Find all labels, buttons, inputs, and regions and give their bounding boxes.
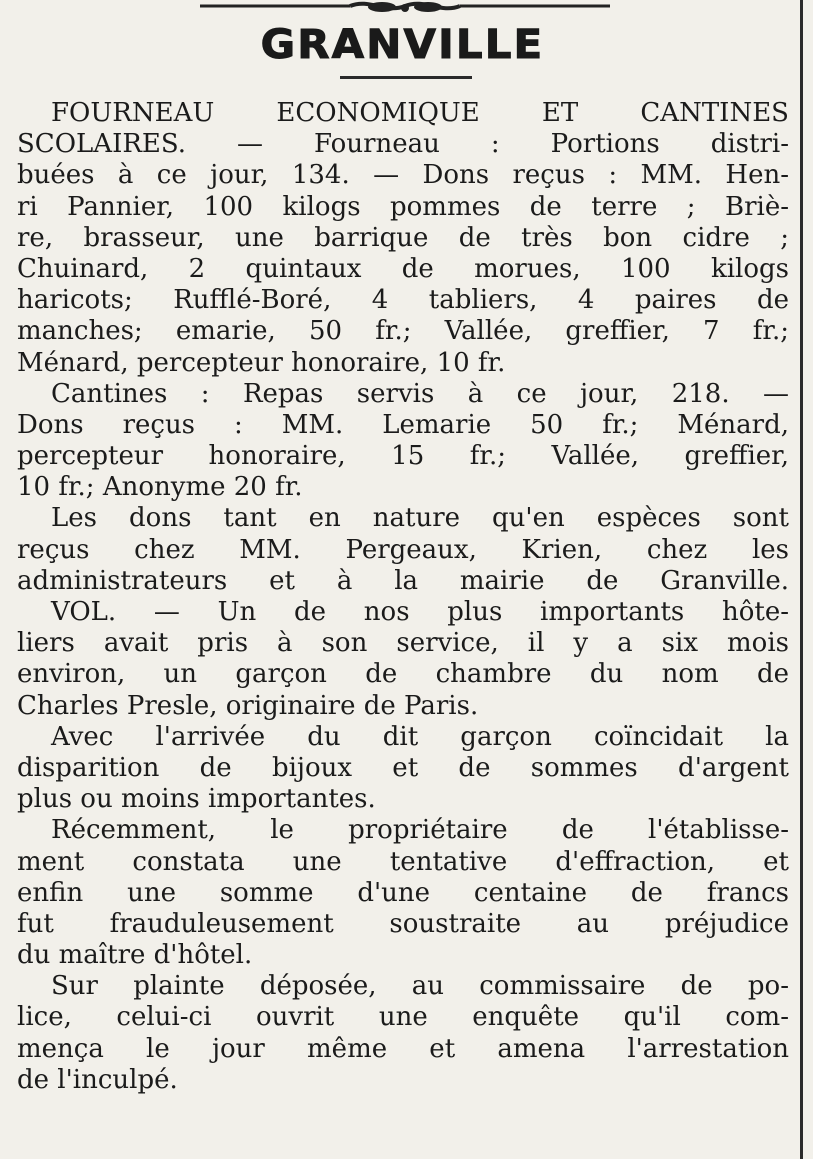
- article-line: Chuinard, 2 quintaux de morues, 100 kilogs: [17, 253, 789, 284]
- article-line: lice, celui-ci ouvrit une enquête qu'il com-: [17, 1002, 789, 1033]
- article-line: Dons reçus : MM. Lemarie 50 fr.; Ménard,: [17, 409, 789, 440]
- article-line: buées à ce jour, 134. — Dons reçus : MM. Hen-: [17, 160, 789, 191]
- article-line: percepteur honoraire, 15 fr.; Vallée, greffier,: [17, 441, 789, 472]
- ornament-flourish-icon: [200, 0, 610, 20]
- article-line: enfin une somme d'une centaine de francs: [17, 877, 789, 908]
- article-line: mença le jour même et amena l'arrestation: [17, 1033, 789, 1064]
- article-line: Ménard, percepteur honoraire, 10 fr.: [17, 347, 506, 378]
- article-line: administrateurs et à la mairie de Granville.: [17, 565, 789, 596]
- article-line: liers avait pris à son service, il y a six mois: [17, 628, 789, 659]
- column-rule: [800, 0, 803, 1159]
- article-line: re, brasseur, une barrique de très bon cidre ;: [17, 222, 789, 253]
- article-line: Avec l'arrivée du dit garçon coïncidait la: [51, 721, 789, 752]
- article-line: VOL. — Un de nos plus importants hôte-: [51, 597, 789, 627]
- article-line: ri Pannier, 100 kilogs pommes de terre ; Briè-: [17, 191, 789, 222]
- article-line: FOURNEAU ECONOMIQUE ET CANTINES: [51, 98, 789, 128]
- article-line: environ, un garçon de chambre du nom de: [17, 659, 789, 690]
- article-line: SCOLAIRES. — Fourneau : Portions distri-: [17, 129, 789, 160]
- article-line: Les dons tant en nature qu'en espèces sont: [51, 503, 789, 534]
- article-line: manches; emarie, 50 fr.; Vallée, greffier, 7 fr.;: [17, 316, 789, 347]
- article-line: haricots; Rufflé-Boré, 4 tabliers, 4 paires de: [17, 285, 789, 316]
- article-line: disparition de bijoux et de sommes d'argent: [17, 752, 789, 783]
- article-line: reçus chez MM. Pergeaux, Krien, chez les: [17, 534, 789, 565]
- article-line: Sur plainte déposée, au commissaire de po-: [51, 971, 789, 1002]
- article-line: 10 fr.; Anonyme 20 fr.: [17, 472, 303, 503]
- article-line: Récemment, le propriétaire de l'établisse-: [51, 815, 789, 846]
- article-line: Cantines : Repas servis à ce jour, 218. —: [51, 378, 789, 409]
- article-line: du maître d'hôtel.: [17, 940, 253, 971]
- article-line: fut frauduleusement soustraite au préjudice: [17, 908, 789, 939]
- article-line: plus ou moins importantes.: [17, 784, 376, 815]
- title-underline: [340, 76, 472, 79]
- section-title: GRANVILLE: [260, 22, 545, 68]
- article-line: de l'inculpé.: [17, 1064, 178, 1095]
- article-body: [17, 98, 789, 1096]
- article-line: Charles Presle, originaire de Paris.: [17, 690, 479, 721]
- article-line: ment constata une tentative d'effraction, et: [17, 846, 789, 877]
